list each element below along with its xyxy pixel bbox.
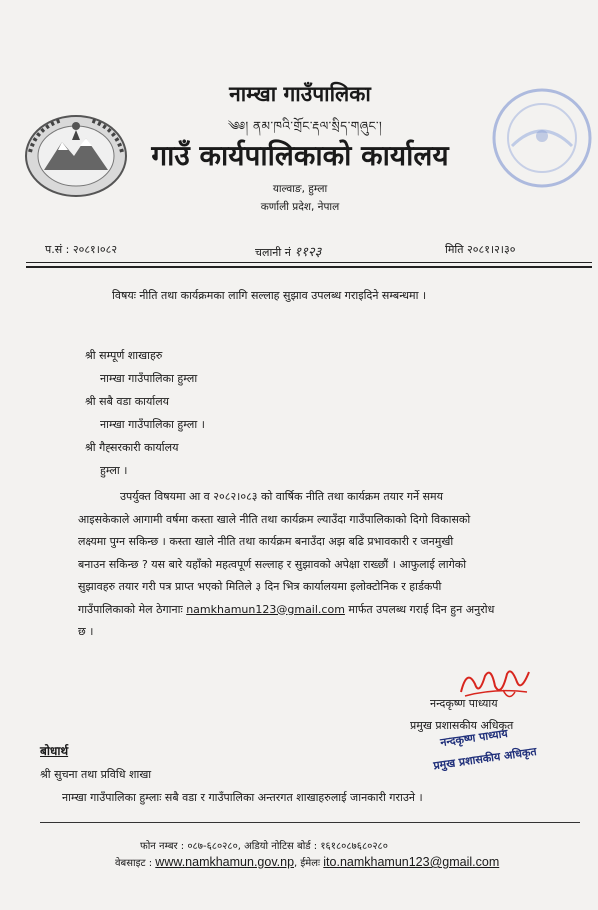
- body-line: बनाउन सकिन्छ ? यस बारे यहाँको महत्वपूर्ण सल्लाह र सुझावको अपेक्षा राख्छौं । आफुलाई लागेको: [78, 557, 467, 571]
- addressee-line: नाम्खा गाउँपालिका हुम्ला: [100, 372, 198, 385]
- addressee-line: श्री सम्पूर्ण शाखाहरु: [85, 349, 163, 362]
- letter-body: [78, 486, 558, 644]
- email-link[interactable]: ito.namkhamun123@gmail.com: [323, 855, 500, 869]
- office-name: गाउँ कार्यपालिकाको कार्यालय: [151, 139, 449, 172]
- website-label: वेबसाइट :: [115, 858, 156, 869]
- municipality-emblem: [22, 112, 130, 200]
- body-line: आइसकेकाले आगामी वर्षमा कस्ता खाले नीति तथा कार्यक्रम ल्याउँदा गाउँपालिकाको दिगो विकासको: [78, 512, 471, 526]
- stamp-title: प्रमुख प्रशासकीय अधिकृत: [432, 745, 538, 773]
- address-line-2: कर्णाली प्रदेश, नेपाल: [260, 201, 340, 213]
- footer-contacts: [115, 855, 499, 869]
- cc-line: श्री सुचना तथा प्रविधि शाखा: [40, 768, 152, 781]
- website-link[interactable]: www.namkhamun.gov.np: [155, 855, 295, 869]
- signatory-name: नन्दकृष्ण पाध्याय: [430, 697, 498, 710]
- cc-heading: बोधार्थ: [40, 744, 69, 758]
- address-line-1: याल्वाङ, हुम्ला: [272, 183, 328, 195]
- letter-number: प.सं : २०८१।०८२: [45, 243, 118, 256]
- email-label: , ईमेलः: [294, 858, 324, 869]
- dispatch-label: चलानी नं: [255, 246, 291, 259]
- divider-thick: [26, 266, 592, 268]
- addressee-line: श्री गैह्सरकारी कार्यालय: [85, 441, 179, 454]
- municipality-name: नाम्खा गाउँपालिका: [229, 82, 371, 106]
- dispatch-number: [255, 242, 321, 260]
- cc-line: नाम्खा गाउँपालिका हुम्लाः सबै वडा र गाउँपालिका अन्तरगत शाखाहरुलाई जानकारी गराउने ।: [62, 791, 423, 804]
- footer-divider: [40, 822, 580, 823]
- body-line: लक्ष्यमा पुग्न सकिन्छ । कस्ता खाले नीति तथा कार्यक्रम बनाउँदा अझ बढि प्रभावकारी र जनमुखी: [78, 535, 454, 548]
- addressee-line: हुम्ला ।: [100, 464, 128, 477]
- body-line: [78, 599, 558, 622]
- body-line: छ ।: [78, 625, 94, 638]
- body-line: उपर्युक्त विषयमा आ व २०८२।०८३ को वार्षिक नीति तथा कार्यक्रम तयार गर्ने समय: [120, 490, 444, 503]
- subject-line: विषयः नीति तथा कार्यक्रमका लागि सल्लाह सुझाव उपलब्ध गराइदिने सम्बन्धमा ।: [112, 289, 427, 302]
- divider-thin: [26, 262, 592, 263]
- body-text: गाउँपालिकाको मेल ठेगानाः: [78, 602, 187, 616]
- addressee-line: श्री सबै वडा कार्यालय: [85, 395, 170, 408]
- body-email-link[interactable]: namkhamun123@gmail.com: [186, 602, 345, 616]
- footer-phone: फोन नम्बर : ०८७-६८०२८०, अडियो नोटिस बोर्ड : १६१८०८७६८०२८०: [140, 841, 388, 852]
- office-seal-stamp: [472, 86, 598, 196]
- body-line: सुझावहरु तयार गरी पत्र प्राप्त भएको मितिले ३ दिन भित्र कार्यालयमा इलोक्टोनिक र हार्डकपी: [78, 580, 442, 593]
- body-text: मार्फत उपलब्ध गराई दिन हुन अनुरोध: [344, 602, 495, 616]
- dispatch-value: ११२३: [294, 245, 322, 260]
- stamp-name: नन्दकृष्ण पाध्याय: [439, 726, 509, 750]
- letter-date: मिति २०८१।२।३०: [445, 243, 516, 256]
- signatory-title: प्रमुख प्रशासकीय अधिकृत: [410, 719, 514, 732]
- tibetan-name: ༄༅། ནམ་ཁའི་གྲོང་རྡལ་སྲིད་གཞུང་།: [227, 119, 383, 133]
- addressee-line: नाम्खा गाउँपालिका हुम्ला ।: [100, 418, 205, 431]
